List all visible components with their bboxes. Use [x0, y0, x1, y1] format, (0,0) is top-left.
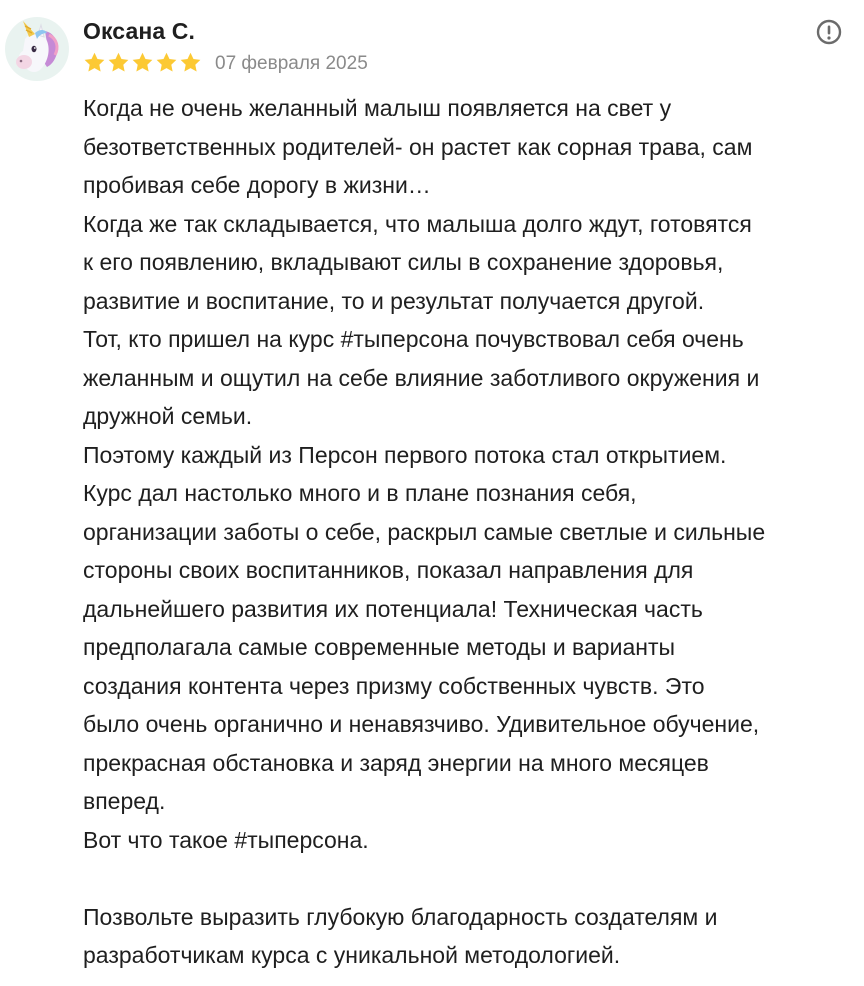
review-text-line: безответственных родителей- он растет как сорная трава, сам — [83, 133, 753, 160]
review-text-line: Когда же так складывается, что малыша долго ждут, готовятся — [83, 210, 752, 237]
review-text-line: разработчикам курса с уникальной методологией. — [83, 942, 621, 968]
review-text-line: организации заботы о себе, раскрыл самые светлые и сильные — [83, 518, 766, 545]
star-icon — [131, 51, 154, 74]
review-text-line: стороны своих воспитанников, показал направления для — [83, 557, 694, 583]
review-text-line: к его появлению, вкладывают силы в сохранение здоровья, — [83, 249, 724, 275]
star-icon — [83, 51, 106, 74]
star-icon — [179, 51, 202, 74]
review-text-line — [83, 859, 853, 898]
exclamation-circle-icon — [815, 18, 843, 46]
review-text-line: Поэтому каждый из Персон первого потока стал открытием. — [83, 441, 727, 468]
review-text-line: предполагала самые современные методы и варианты — [83, 634, 676, 660]
review-text-line: дальнейшего развития их потенциала! Техническая часть — [83, 595, 703, 622]
review-text-line: пробивая себе дорогу в жизни… — [83, 172, 431, 198]
review-text-line: дружной семьи. — [83, 403, 253, 429]
review-text — [83, 89, 853, 975]
review-text-line: прекрасная обстановка и заряд энергии на много месяцев — [83, 749, 709, 776]
review-text-line: Вот что такое #тыперсона. — [83, 826, 369, 853]
review-text-line: Позвольте выразить глубокую благодарность создателям и — [83, 903, 718, 930]
review-text-line: Тот, кто пришел на курс #тыперсона почувствовал себя очень — [83, 326, 744, 352]
unicorn-avatar-icon — [5, 17, 69, 81]
review-text-line: создания контента через призму собственных чувств. Это — [83, 672, 705, 699]
review-text-line: желанным и ощутил на себе влияние заботливого окружения и — [83, 364, 760, 391]
star-icon — [155, 51, 178, 74]
review-text-line: Когда не очень желанный малыш появляется на свет у — [83, 95, 672, 121]
review-text-line: Курс дал настолько много и в плане познания себя, — [83, 480, 637, 506]
report-button[interactable] — [815, 18, 843, 46]
star-icon — [107, 51, 130, 74]
review-text-line: вперед. — [83, 788, 166, 814]
author-name[interactable]: Оксана С. — [83, 18, 195, 44]
review-text-line: развитие и воспитание, то и результат получается другой. — [83, 287, 705, 314]
review-text-line: было очень органично и ненавязчиво. Удивительное обучение, — [83, 711, 760, 737]
rating-stars — [83, 51, 202, 75]
avatar[interactable] — [5, 17, 69, 81]
review-date: 07 февраля 2025 — [215, 53, 368, 74]
